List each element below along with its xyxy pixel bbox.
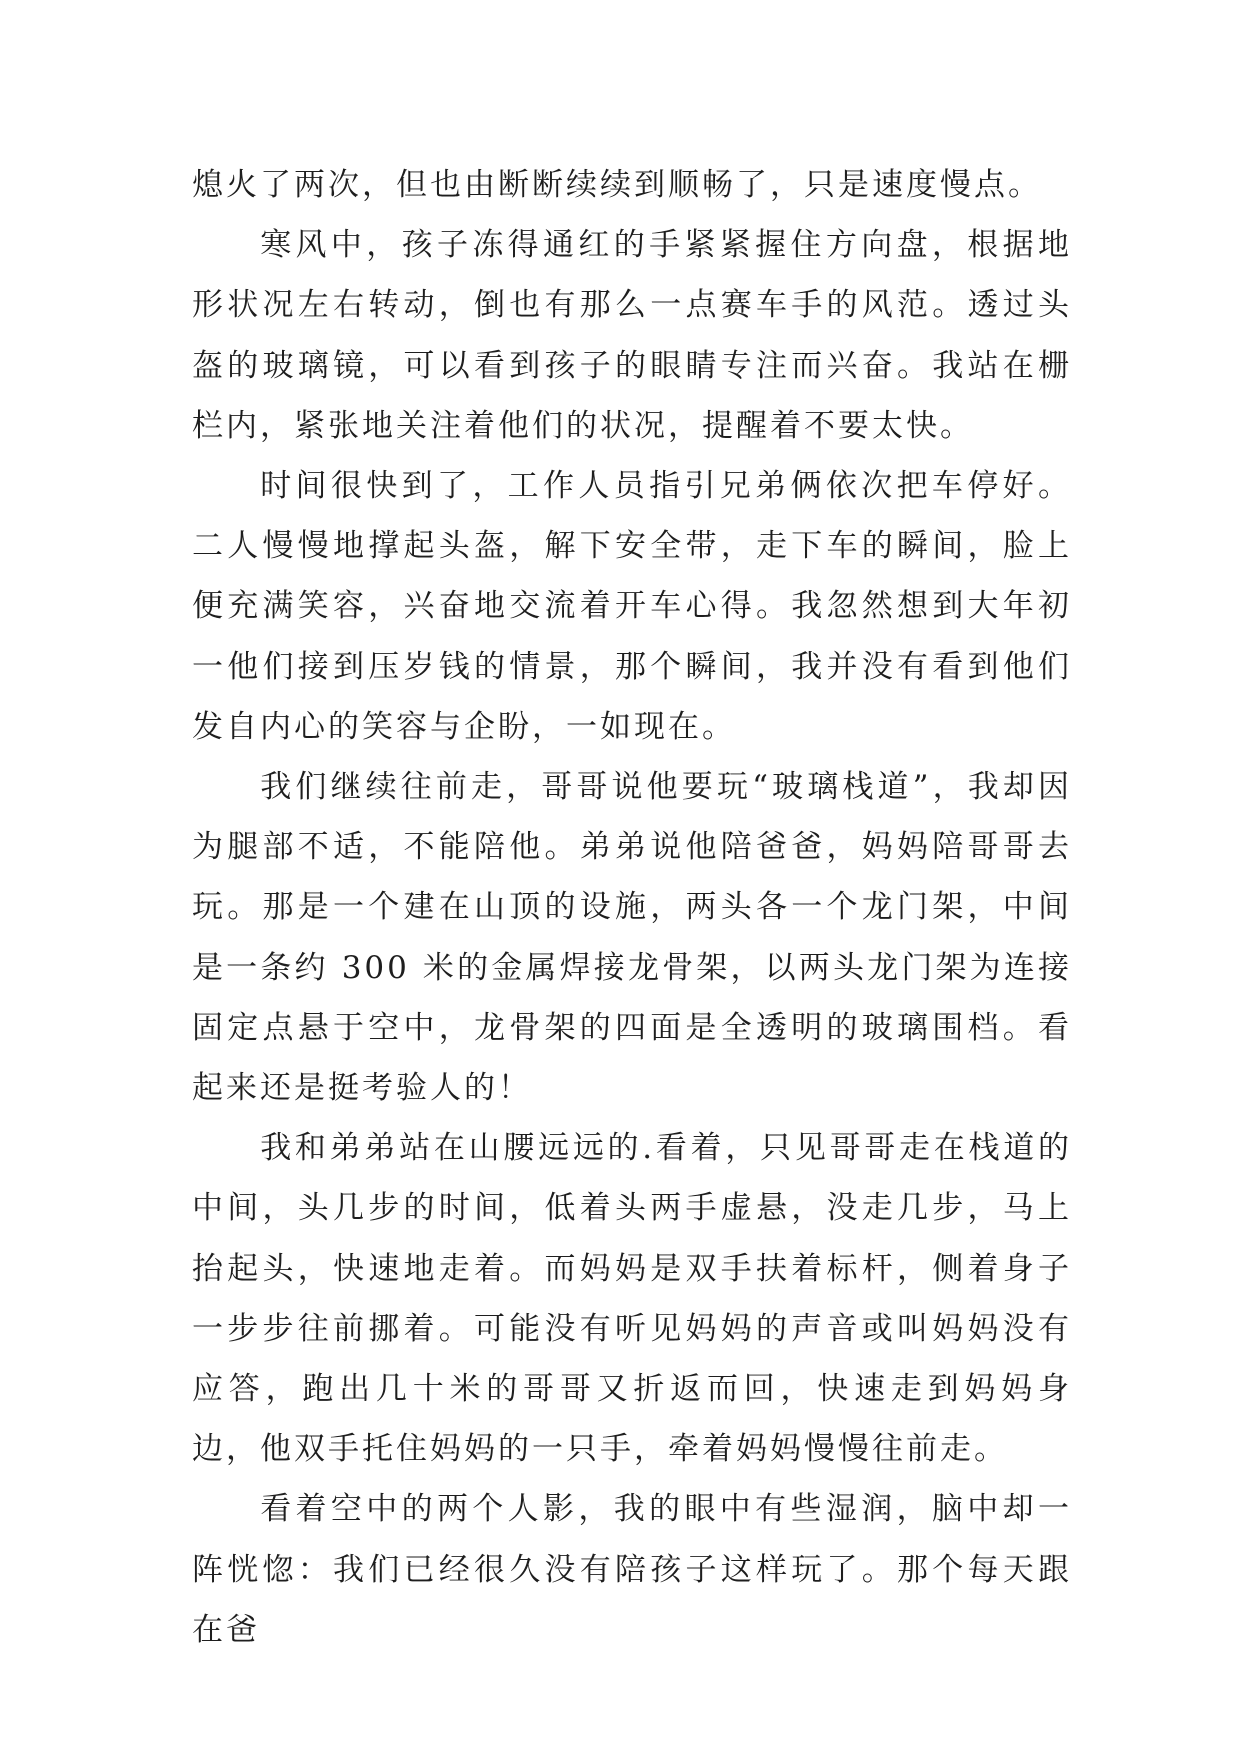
- document-body: [192, 155, 1072, 1660]
- paragraph-4: 我们继续往前走，哥哥说他要玩“玻璃栈道”，我却因为腿部不适，不能陪他。弟弟说他陪爸爸，妈妈陪哥哥去玩。那是一个建在山顶的设施，两头各一个龙门架，中间是一条约 300 米的金属焊接龙骨架，以两头龙门架为连接固定点悬于空中，龙骨架的四面是全透明的玻璃围档。看起来还是挺考验人的！: [192, 769, 1072, 1107]
- paragraph-1: 熄火了两次，但也由断断续续到顺畅了，只是速度慢点。: [192, 167, 1042, 203]
- paragraph-3: 时间很快到了，工作人员指引兄弟俩依次把车停好。二人慢慢地撑起头盔，解下安全带，走下车的瞬间，脸上便充满笑容，兴奋地交流着开车心得。我忽然想到大年初一他们接到压岁钱的情景，那个瞬间，我并没有看到他们发自内心的笑容与企盼，一如现在。: [192, 468, 1072, 745]
- paragraph-2: 寒风中，孩子冻得通红的手紧紧握住方向盘，根据地形状况左右转动，倒也有那么一点赛车手的风范。透过头盔的玻璃镜，可以看到孩子的眼睛专注而兴奋。我站在栅栏内，紧张地关注着他们的状况，提醒着不要太快。: [192, 227, 1072, 444]
- paragraph-5: 我和弟弟站在山腰远远的.看着，只见哥哥走在栈道的中间，头几步的时间，低着头两手虚悬，没走几步，马上抬起头，快速地走着。而妈妈是双手扶着标杆，侧着身子一步步往前挪着。可能没有听见妈妈的声音或叫妈妈没有应答，跑出几十米的哥哥又折返而回，快速走到妈妈身边，他双手托住妈妈的一只手，牵着妈妈慢慢往前走。: [192, 1130, 1072, 1468]
- paragraph-6: 看着空中的两个人影，我的眼中有些湿润，脑中却一阵恍惚：我们已经很久没有陪孩子这样玩了。那个每天跟在爸: [192, 1491, 1072, 1648]
